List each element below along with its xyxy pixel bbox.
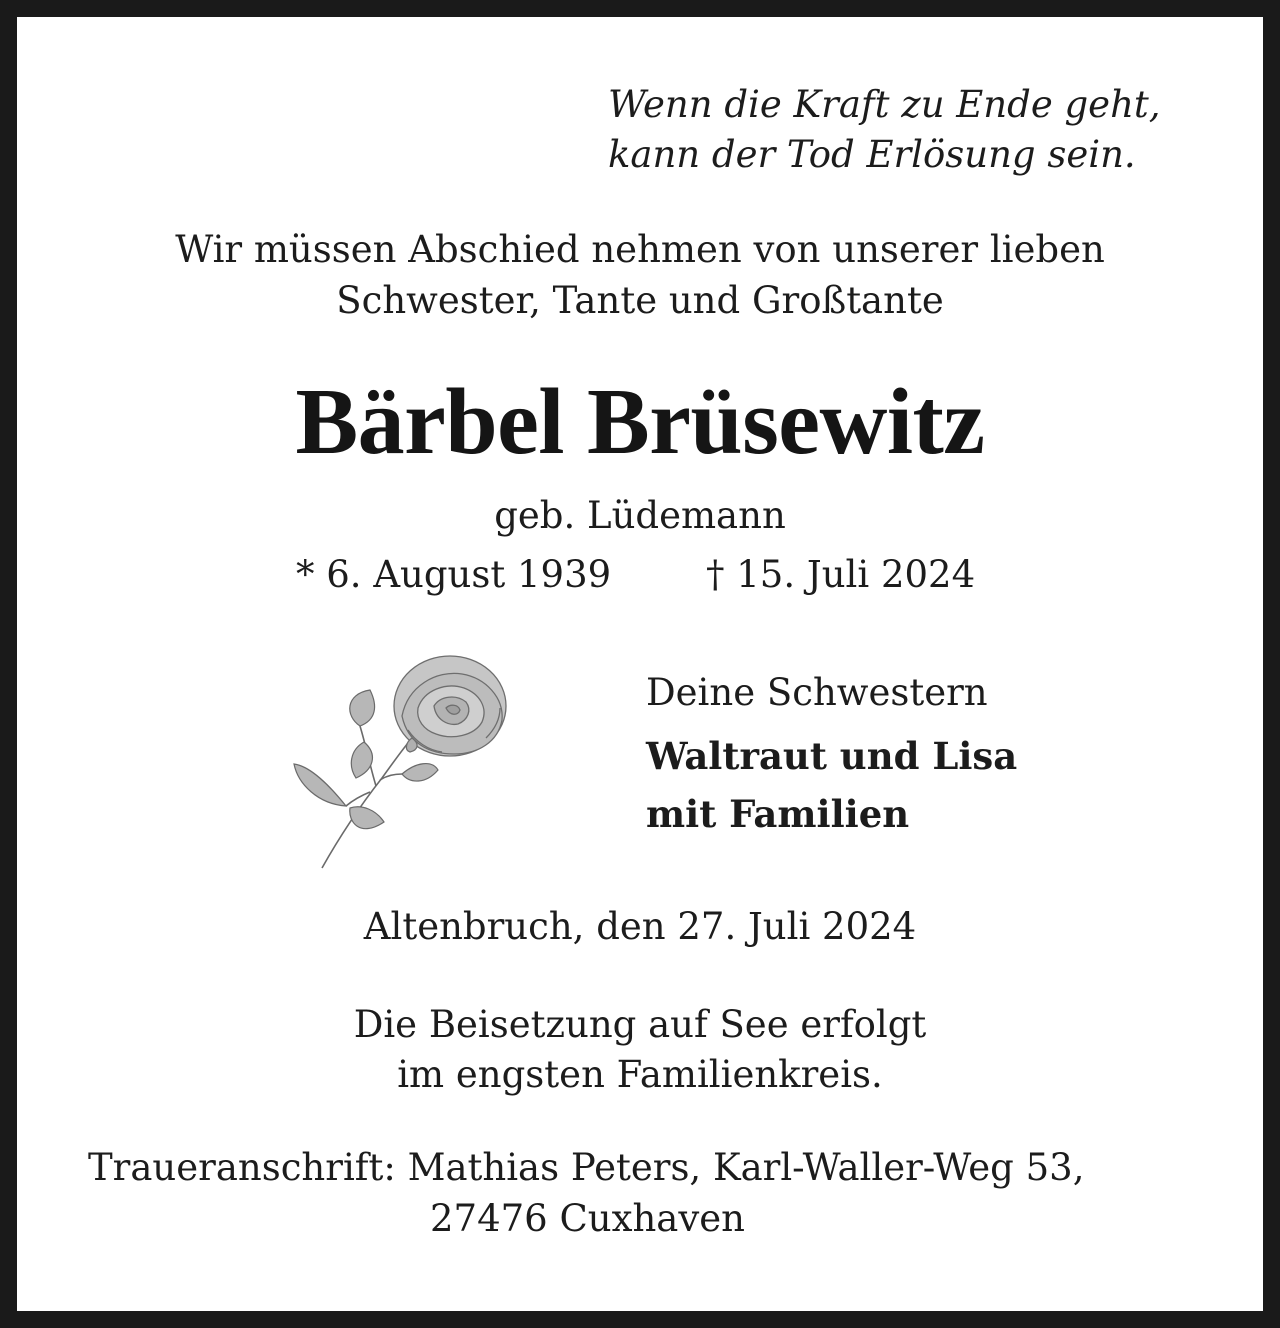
rose-icon — [290, 646, 520, 876]
birth-date: * 6. August 1939 — [296, 553, 612, 596]
address-line-1: Traueranschrift: Mathias Peters, Karl-Waller-Weg 53, — [88, 1146, 1085, 1189]
intro-line-1: Wir müssen Abschied nehmen von unserer lieben — [175, 228, 1105, 271]
burial-line-1: Die Beisetzung auf See erfolgt — [353, 1003, 927, 1046]
death-date: † 15. Juli 2024 — [706, 553, 976, 596]
place-date: Altenbruch, den 27. Juli 2024 — [363, 905, 917, 948]
mourners-names: Waltraut und Lisa — [646, 734, 1018, 778]
intro-line-2: Schwester, Tante und Großtante — [336, 279, 944, 322]
deceased-name: Bärbel Brüsewitz — [295, 370, 985, 474]
quote-line-2: kann der Tod Erlösung sein. — [608, 133, 1136, 176]
mourners-intro: Deine Schwestern — [646, 671, 988, 714]
burial-line-2: im engsten Familienkreis. — [397, 1053, 883, 1096]
address-line-2: 27476 Cuxhaven — [430, 1197, 745, 1240]
quote-line-1: Wenn die Kraft zu Ende geht, — [608, 83, 1161, 126]
mourners-families: mit Familien — [646, 792, 910, 836]
birth-name: geb. Lüdemann — [494, 494, 786, 537]
